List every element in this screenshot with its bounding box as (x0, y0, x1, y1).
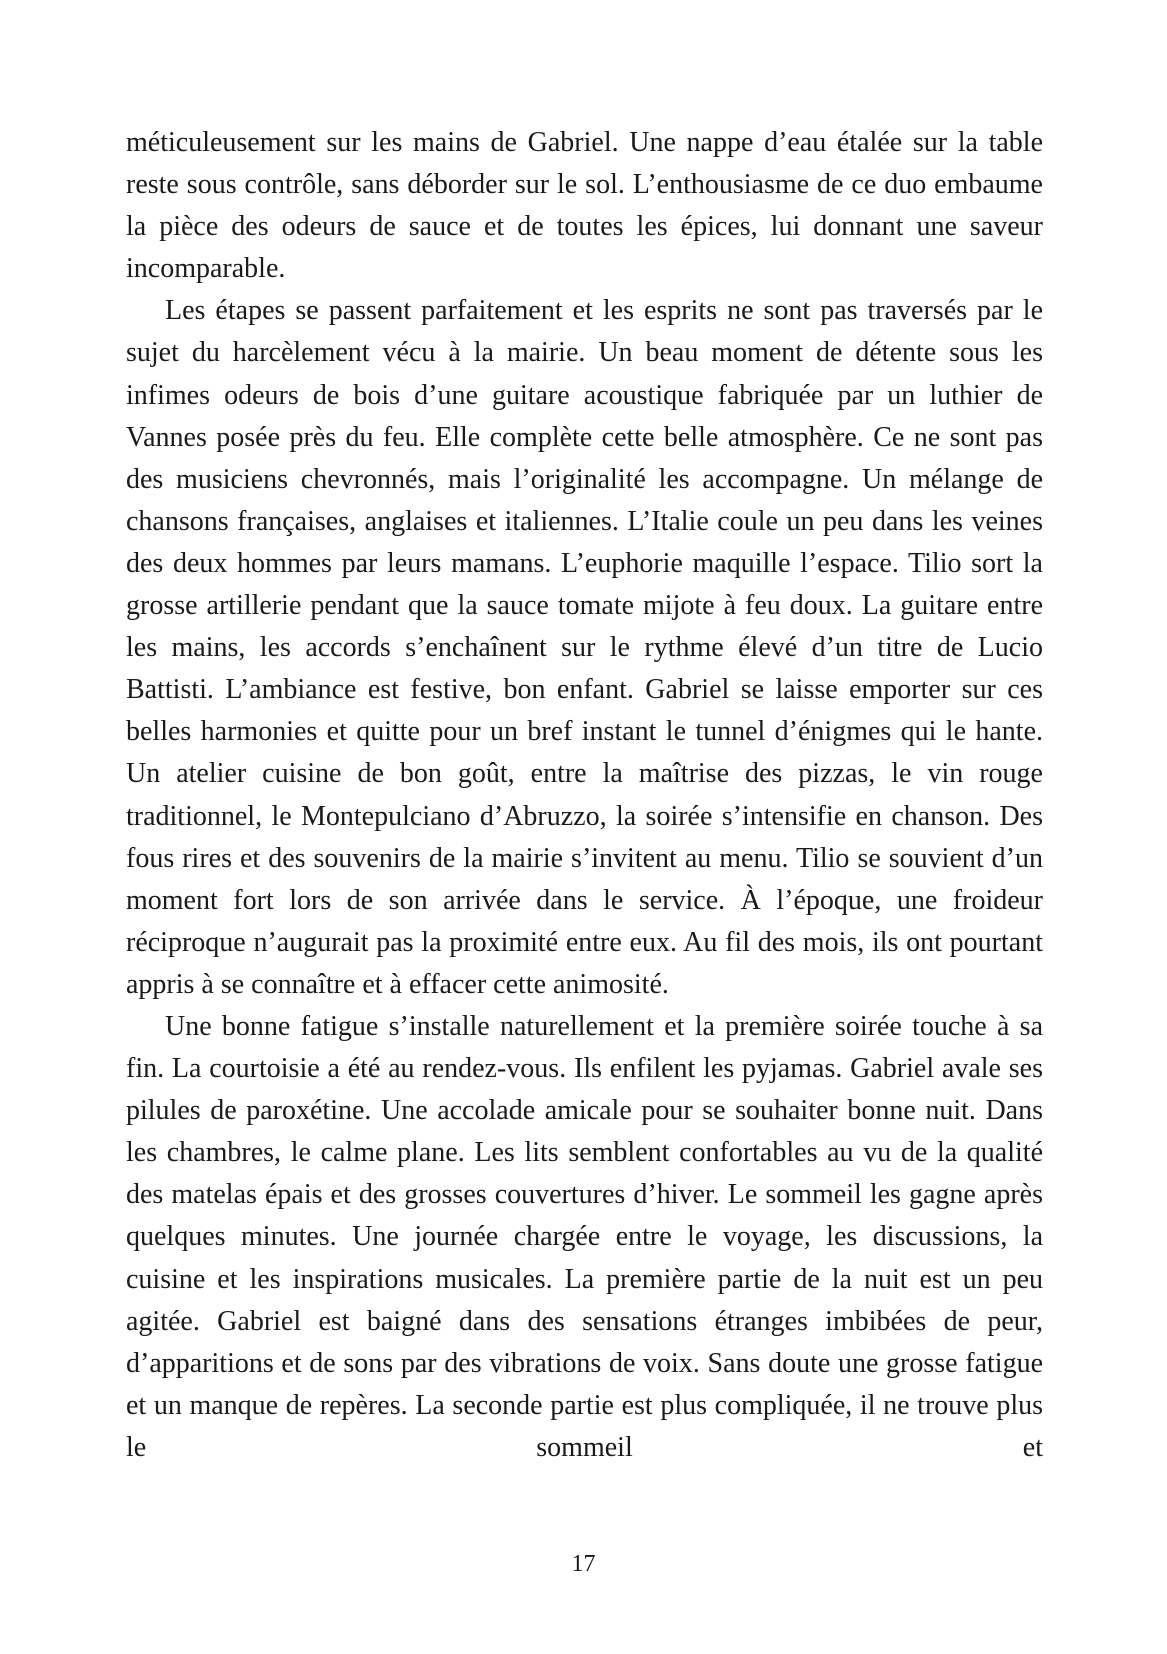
body-text (126, 122, 1043, 1469)
paragraph-2: Les étapes se passent parfaitement et les esprits ne sont pas traversés par le sujet du harcèlement vécu à la mairie. Un beau moment de détente sous les infimes odeurs de bois d’une guitare acoustique fabriquée par un luthier de Vannes posée près du feu. Elle complète cette belle atmosphère. Ce ne sont pas des musiciens chevronnés, mais l’originalité les accompagne. Un mélange de chansons françaises, anglaises et italiennes. L’Italie coule un peu dans les veines des deux hommes par leurs mamans. L’euphorie maquille l’espace. Tilio sort la grosse artillerie pendant que la sauce tomate mijote à feu doux. La guitare entre les mains, les accords s’enchaînent sur le rythme élevé d’un titre de Lucio Battisti. L’ambiance est festive, bon enfant. Gabriel se laisse emporter sur ces belles harmonies et quitte pour un bref instant le tunnel d’énigmes qui le hante. Un atelier cuisine de bon goût, entre la maîtrise des pizzas, le vin rouge traditionnel, le Montepulciano d’Abruzzo, la soirée s’intensifie en chanson. Des fous rires et des souvenirs de la mairie s’invitent au menu. Tilio se souvient d’un moment fort lors de son arrivée dans le service. À l’époque, une froideur réciproque n’augurait pas la proximité entre eux. Au fil des mois, ils ont pourtant appris à se connaître et à effacer cette animosité. (126, 295, 1043, 1000)
paragraph-3: Une bonne fatigue s’installe naturellement et la première soirée touche à sa fin. La courtoisie a été au rendez-vous. Ils enfilent les pyjamas. Gabriel avale ses pilules de paroxétine. Une accolade amicale pour se souhaiter bonne nuit. Dans les chambres, le calme plane. Les lits semblent confortables au vu de la qualité des matelas épais et des grosses couvertures d’hiver. Le sommeil les gagne après quelques minutes. Une journée chargée entre le voyage, les discussions, la cuisine et les inspirations musicales. La première partie de la nuit est un peu agitée. Gabriel est baigné dans des sensations étranges imbibées de peur, d’apparitions et de sons par des vibrations de voix. Sans doute une grosse fatigue et un manque de repères. La seconde partie est plus compliquée, il ne trouve plus le sommeil et (126, 1010, 1043, 1463)
paragraph-1: méticuleusement sur les mains de Gabriel. Une nappe d’eau étalée sur la table reste sous contrôle, sans déborder sur le sol. L’enthousiasme de ce duo embaume la pièce des odeurs de sauce et de toutes les épices, lui donnant une saveur incomparable. (126, 127, 1043, 285)
page-number: 17 (571, 1551, 596, 1577)
